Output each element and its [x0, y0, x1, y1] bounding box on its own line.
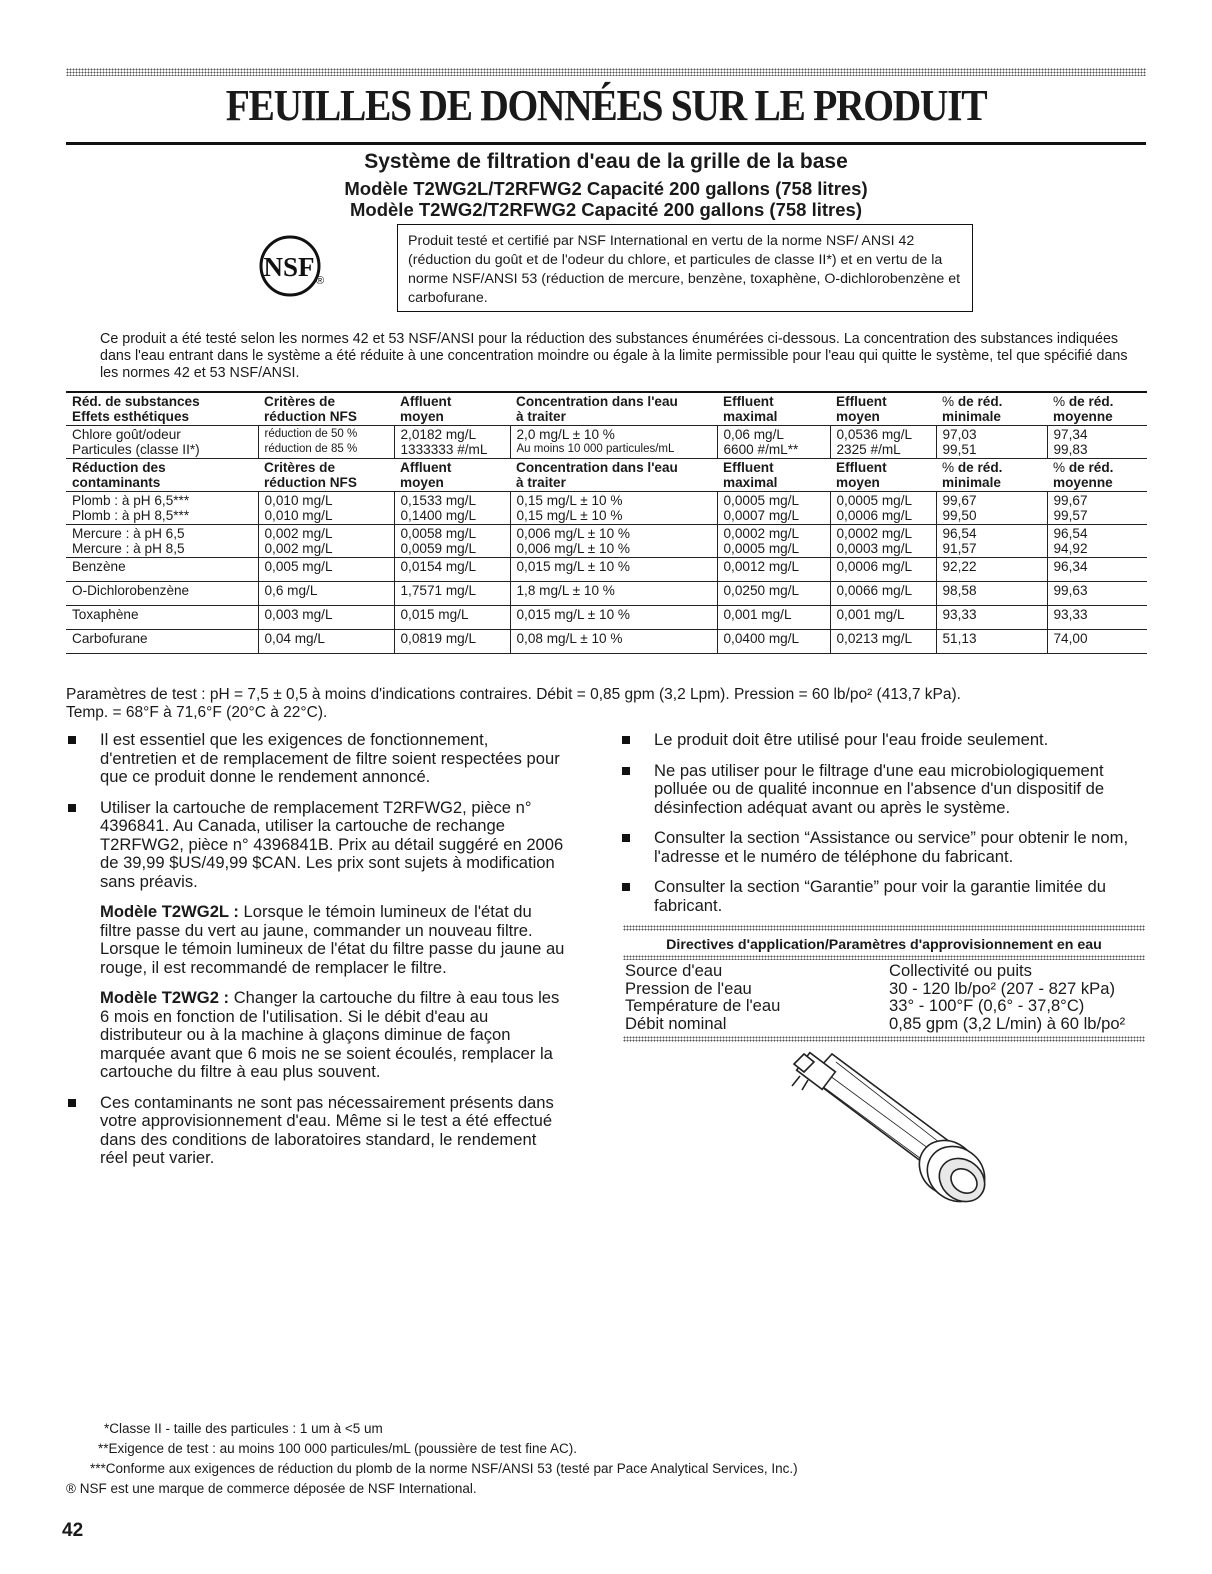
- cell: 0,6 mg/L: [258, 582, 394, 606]
- footnote: **Exigence de test : au moins 100 000 particules/mL (poussière de test fine AC).: [98, 1441, 578, 1456]
- cell: 0,08 mg/L ± 10 %: [510, 630, 717, 654]
- table-row: [66, 558, 1147, 582]
- model-text: Changer la cartouche du filtre à eau tous les 6 mois en fonction de l'utilisation. Si le débit d'eau au distributeur ou à la machine à glaçons diminue de façon marquée avant que 6 mois ne se soient écoulés, remplacer la cartouche du filtre à eau plus souvent.: [100, 988, 560, 1081]
- cell: 99,83: [1053, 442, 1088, 457]
- cell: Débit nominal: [625, 1013, 727, 1033]
- cell: 0,0819 mg/L: [394, 630, 510, 654]
- header-cell: % de réd. minimale: [936, 392, 1047, 426]
- cell: 0,001 mg/L: [717, 606, 830, 630]
- footnote: *Classe II - taille des particules : 1 um à <5 um: [104, 1421, 383, 1436]
- bullet-item: Le produit doit être utilisé pour l'eau froide seulement.: [620, 731, 1146, 750]
- cell: 0,06 mg/L: [723, 427, 784, 442]
- cell: 93,33: [1047, 606, 1147, 630]
- cell: 6600 #/mL**: [723, 442, 799, 457]
- cell: 33° - 100°F (0,6° - 37,8°C): [889, 996, 1085, 1015]
- cell: réduction de 50 %: [264, 428, 358, 440]
- bullet-item: Utiliser la cartouche de remplacement T2RFWG2, pièce n° 4396841. Au Canada, utiliser la cartouche de rechange T2RFWG2, pièce n° 4396841B. Prix au détail suggéré en 2006 de 39,99 $US/49,99 $CAN. Les prix sont sujets à modification sans préavis.: [66, 799, 566, 892]
- model-t2wg2-note: [66, 989, 566, 1082]
- header-cell: % de réd. moyenne: [1047, 392, 1147, 426]
- cell: 2325 #/mL: [836, 442, 901, 457]
- performance-table: [66, 391, 1147, 654]
- cell: 0,015 mg/L: [394, 606, 510, 630]
- table-row: [66, 582, 1147, 606]
- cell: 0,0536 mg/L: [836, 427, 913, 442]
- cell: 0,006 mg/L ± 10 %: [516, 541, 631, 556]
- bullet-item: Ne pas utiliser pour le filtrage d'une eau microbiologiquement polluée ou de qualité inconnue en l'absence d'un dispositif de désinfection adéquat avant ou après le système.: [620, 762, 1146, 818]
- cell: Mercure : à pH 8,5: [72, 541, 185, 556]
- cell: 96,54: [1053, 526, 1088, 541]
- test-parameters-line-2: Temp. = 68°F à 71,6°F (20°C à 22°C).: [66, 704, 328, 721]
- cell: 0,015 mg/L ± 10 %: [510, 558, 717, 582]
- cell: 0,0005 mg/L: [723, 541, 800, 556]
- cell: 0,0002 mg/L: [836, 526, 913, 541]
- cell: 0,0154 mg/L: [394, 558, 510, 582]
- intro-paragraph: Ce produit a été testé selon les normes 42 et 53 NSF/ANSI pour la réduction des substances énumérées ci-dessous. La concentration des substances indiquées dans l'eau entrant dans le système a été réduite à une concentration moindre ou égale à la limite permissible pour l'eau qui quitte le système, tel que spécifié dans les normes 42 et 53 NSF/ANSI.: [100, 331, 1128, 381]
- cell: Chlore goût/odeur: [72, 427, 181, 442]
- footnote: ® NSF est une marque de commerce déposée de NSF International.: [66, 1481, 477, 1496]
- cell: Plomb : à pH 6,5***: [72, 493, 190, 508]
- cell: 0,85 gpm (3,2 L/min) à 60 lb/po²: [889, 1013, 1126, 1033]
- page-title: FEUILLES DE DONNÉES SUR LE PRODUIT: [225, 81, 987, 130]
- cell: 0,0002 mg/L: [723, 526, 800, 541]
- cell: Source d'eau: [625, 961, 723, 980]
- cell: 99,67: [1053, 493, 1088, 508]
- table-row: [66, 426, 1147, 459]
- header-cell: Affluent moyen: [394, 459, 510, 492]
- cell: 1,8 mg/L ± 10 %: [510, 582, 717, 606]
- header-cell: % de réd. minimale: [936, 459, 1047, 492]
- cell: 1333333 #/mL: [400, 442, 488, 457]
- cell: 0,005 mg/L: [258, 558, 394, 582]
- cell: Particules (classe II*): [72, 442, 200, 457]
- cell: 1,7571 mg/L: [394, 582, 510, 606]
- header-cell: Effluent moyen: [830, 459, 936, 492]
- table-row: [66, 525, 1147, 558]
- cell: 0,010 mg/L: [264, 493, 333, 508]
- cell: Toxaphène: [66, 606, 258, 630]
- table-row: [623, 997, 1145, 1015]
- cell: 74,00: [1047, 630, 1147, 654]
- header-cell: Effluent maximal: [717, 392, 830, 426]
- header-cell: Effluent moyen: [830, 392, 936, 426]
- table-row: [623, 980, 1145, 998]
- application-table: [623, 962, 1145, 1032]
- cell: Au moins 10 000 particules/mL: [516, 443, 675, 455]
- application-bottom-dots: [623, 1036, 1145, 1042]
- filter-cartridge-illustration: [780, 1050, 1010, 1210]
- cell: 97,34: [1053, 427, 1088, 442]
- left-column: [66, 731, 566, 1180]
- cell: 0,0213 mg/L: [830, 630, 936, 654]
- cell: 0,0059 mg/L: [400, 541, 477, 556]
- header-cell: Concentration dans l'eau à traiter: [510, 459, 717, 492]
- cell: Plomb : à pH 8,5***: [72, 508, 190, 523]
- cell: 51,13: [936, 630, 1047, 654]
- table-row: [66, 630, 1147, 654]
- cell: 93,33: [936, 606, 1047, 630]
- cell: Carbofurane: [66, 630, 258, 654]
- header-cell: Effluent maximal: [717, 459, 830, 492]
- cell: 0,04 mg/L: [258, 630, 394, 654]
- cell: 0,002 mg/L: [264, 541, 333, 556]
- cell: 0,002 mg/L: [264, 526, 333, 541]
- bullet-item: Consulter la section “Garantie” pour voir la garantie limitée du fabricant.: [620, 878, 1146, 915]
- table-row: [623, 962, 1145, 980]
- nsf-logo: [254, 234, 338, 298]
- cell: Mercure : à pH 6,5: [72, 526, 185, 541]
- nsf-logo-text: NSF: [263, 252, 315, 282]
- cell: Collectivité ou puits: [889, 961, 1032, 980]
- cell: 0,1400 mg/L: [400, 508, 477, 523]
- bullet-item: Ces contaminants ne sont pas nécessairement présents dans votre approvisionnement d'eau. Même si le test a été effectué dans des conditions de laboratoires standard, le rendement réel peut varier.: [66, 1094, 566, 1168]
- cell: 0,0003 mg/L: [836, 541, 913, 556]
- model-label: Modèle T2WG2L :: [100, 902, 239, 921]
- cell: O-Dichlorobenzène: [66, 582, 258, 606]
- header-cell: % de réd. moyenne: [1047, 459, 1147, 492]
- cell: 0,0066 mg/L: [830, 582, 936, 606]
- cell: 98,58: [936, 582, 1047, 606]
- footnotes: [66, 1419, 1146, 1499]
- footnote: ***Conforme aux exigences de réduction du plomb de la norme NSF/ANSI 53 (testé par Pace Analytical Services, Inc.): [90, 1461, 798, 1476]
- cell: réduction de 85 %: [264, 443, 358, 455]
- application-top-dots: [623, 925, 1145, 931]
- cell: 91,57: [942, 541, 977, 556]
- cell: 0,003 mg/L: [258, 606, 394, 630]
- header-cell: Réd. de substances Effets esthétiques: [66, 392, 258, 426]
- cell: 0,0058 mg/L: [400, 526, 477, 541]
- contaminant-header-row: [66, 459, 1147, 492]
- cell: 0,0005 mg/L: [723, 493, 800, 508]
- cell: 99,57: [1053, 508, 1088, 523]
- model-t2wg2l-note: [66, 903, 566, 977]
- right-column: [620, 731, 1146, 927]
- nsf-registered-mark: ®: [316, 275, 325, 287]
- cell: 99,51: [942, 442, 977, 457]
- cell: 0,1533 mg/L: [400, 493, 477, 508]
- cell: 0,0012 mg/L: [717, 558, 830, 582]
- top-dotted-band: [66, 68, 1146, 76]
- cell: 2,0 mg/L ± 10 %: [516, 427, 615, 442]
- cell: 0,015 mg/L ± 10 %: [510, 606, 717, 630]
- title-rule: [66, 142, 1146, 145]
- model-line-2: Modèle T2WG2/T2RFWG2 Capacité 200 gallons (758 litres): [350, 199, 862, 220]
- cell: 0,15 mg/L ± 10 %: [516, 508, 623, 523]
- cell: Pression de l'eau: [625, 978, 752, 998]
- cell: 30 - 120 lb/po² (207 - 827 kPa): [889, 978, 1115, 998]
- aesthetic-header-row: [66, 392, 1147, 426]
- header-cell: Réduction des contaminants: [66, 459, 258, 492]
- cell: Benzène: [66, 558, 258, 582]
- cell: 2,0182 mg/L: [400, 427, 477, 442]
- cell: 0,0006 mg/L: [836, 508, 913, 523]
- cell: 99,50: [942, 508, 977, 523]
- model-text: Lorsque le témoin lumineux de l'état du filtre passe du vert au jaune, commander un nouveau filtre. Lorsque le témoin lumineux de l'état du filtre passe du jaune au rouge, il est recommandé de remplacer le filtre.: [100, 902, 565, 977]
- cell: 0,0400 mg/L: [717, 630, 830, 654]
- table-row: [66, 492, 1147, 525]
- test-parameters: [66, 686, 1146, 722]
- cell: 99,67: [942, 493, 977, 508]
- table-row: [623, 1015, 1145, 1033]
- header-cell: Concentration dans l'eau à traiter: [510, 392, 717, 426]
- cell: 94,92: [1053, 541, 1088, 556]
- cell: 0,0006 mg/L: [830, 558, 936, 582]
- cell: 0,006 mg/L ± 10 %: [516, 526, 631, 541]
- header-cell: Critères de réduction NFS: [258, 392, 394, 426]
- nsf-certification-box: Produit testé et certifié par NSF International en vertu de la norme NSF/ ANSI 42 (réduction du goût et de l'odeur du chlore, et particules de classe II*) et en vertu de la norme NSF/ANSI 53 (réduction de mercure, benzène, toxaphène, O-dichlorobenzène et carbofurane.: [397, 224, 973, 312]
- cell: 96,34: [1047, 558, 1147, 582]
- table-row: [66, 606, 1147, 630]
- test-parameters-line-1: Paramètres de test : pH = 7,5 ± 0,5 à moins d'indications contraires. Débit = 0,85 gpm (3,2 Lpm). Pression = 60 lb/po² (413,7 kPa).: [66, 686, 961, 703]
- bullet-item: Consulter la section “Assistance ou service” pour obtenir le nom, l'adresse et le numéro de téléphone du fabricant.: [620, 829, 1146, 866]
- cell: 0,0007 mg/L: [723, 508, 800, 523]
- cell: 0,001 mg/L: [830, 606, 936, 630]
- page-number: 42: [62, 1520, 84, 1541]
- bullet-item: Il est essentiel que les exigences de fonctionnement, d'entretien et de remplacement de filtre soient respectées pour que ce produit donne le rendement annoncé.: [66, 731, 566, 787]
- cell: 0,15 mg/L ± 10 %: [516, 493, 623, 508]
- cell: 0,0005 mg/L: [836, 493, 913, 508]
- system-subtitle: Système de filtration d'eau de la grille de la base: [364, 150, 848, 173]
- cell: 92,22: [936, 558, 1047, 582]
- application-title-dots: [623, 955, 1145, 960]
- cell: 96,54: [942, 526, 977, 541]
- cell: 0,010 mg/L: [264, 508, 333, 523]
- cell: 0,0250 mg/L: [717, 582, 830, 606]
- header-cell: Affluent moyen: [394, 392, 510, 426]
- cell: 99,63: [1047, 582, 1147, 606]
- cell: Température de l'eau: [625, 996, 781, 1015]
- cell: 97,03: [942, 427, 977, 442]
- model-label: Modèle T2WG2 :: [100, 988, 230, 1007]
- header-cell: Critères de réduction NFS: [258, 459, 394, 492]
- application-title: Directives d'application/Paramètres d'approvisionnement en eau: [666, 937, 1102, 953]
- model-line-1: Modèle T2WG2L/T2RFWG2 Capacité 200 gallons (758 litres): [344, 178, 868, 199]
